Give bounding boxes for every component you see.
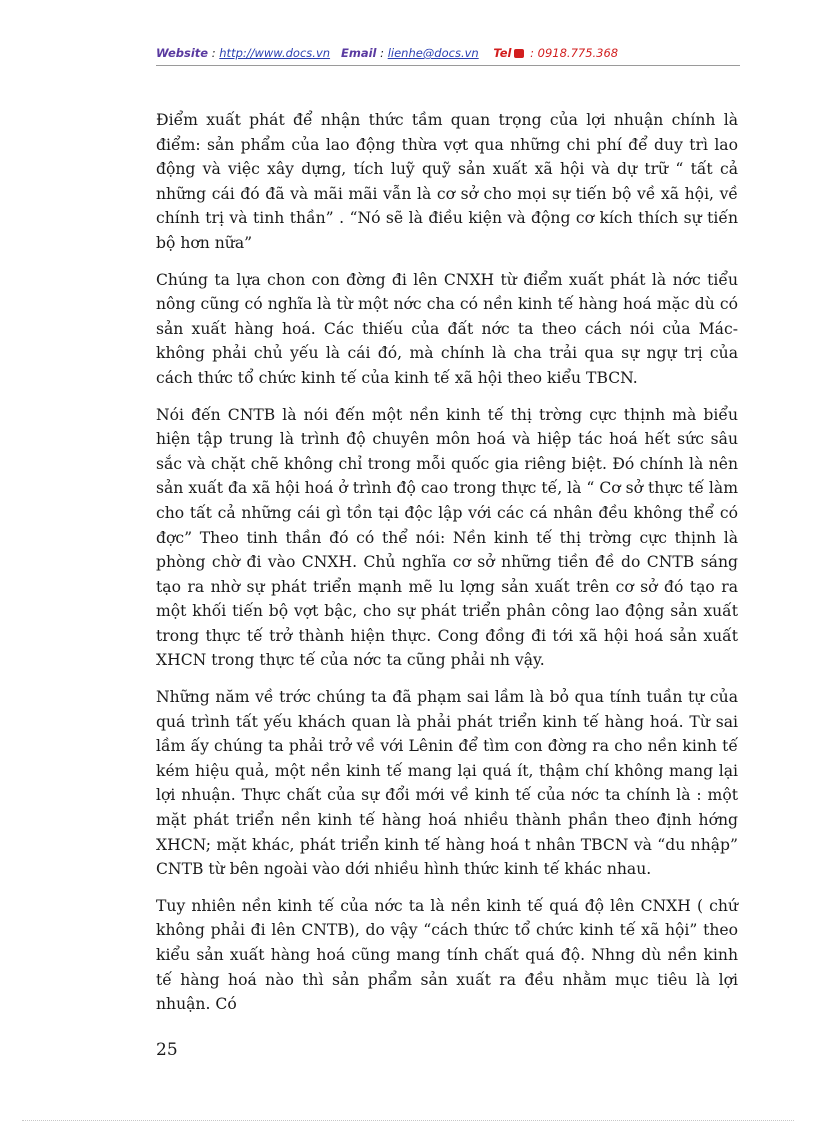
document-body bbox=[156, 108, 738, 1029]
paragraph-4: Những năm về trớc chúng ta đã phạm sai lầm là bỏ qua tính tuần tự của quá trình tất yếu khách quan là phải phát triển kinh tế hàng hoá. Từ sai lầm ấy chúng ta phải trở về với Lênin để tìm con đờng ra cho nền kinh tế kém hiệu quả, một nền kinh tế mang lại quá ít, thậm chí không mang lại lợi nhuận. Thực chất của sự đổi mới về kinh tế của nớc ta chính là : một mặt phát triển nền kinh tế hàng hoá nhiều thành phần theo định hớng XHCN; mặt khác, phát triển kinh tế hàng hoá t nhân TBCN và “du nhập” CNTB từ bên ngoài vào dới nhiều hình thức kinh tế khác nhau. bbox=[156, 688, 738, 879]
page-header bbox=[156, 46, 740, 66]
header-divider bbox=[156, 65, 740, 66]
paragraph-1: Điểm xuất phát để nhận thức tầm quan trọng của lợi nhuận chính là điểm: sản phẩm của lao động thừa vợt qua những chi phí để duy trì lao động và việc xây dựng, tích luỹ quỹ sản xuất xã hội và dự trữ “ tất cả những cái đó đã và mãi mãi vẫn là cơ sở cho mọi sự tiến bộ về xã hội, về chính trị và tinh thần” . “Nó sẽ là điều kiện và động cơ kích thích sự tiến bộ hơn nữa” bbox=[156, 111, 738, 252]
tel-value: 0918.775.368 bbox=[537, 46, 619, 60]
footer-divider bbox=[22, 1120, 794, 1121]
website-separator: : bbox=[208, 46, 220, 60]
email-label: Email bbox=[341, 46, 377, 60]
page-number: 25 bbox=[156, 1040, 178, 1060]
paragraph-2: Chúng ta lựa chon con đờng đi lên CNXH từ điểm xuất phát là nớc tiểu nông cũng có nghĩa là từ một nớc cha có nền kinh tế hàng hoá mặc dù có sản xuất hàng hoá. Các thiếu của đất nớc ta theo cách nói của Mác- không phải chủ yếu là cái đó, mà chính là cha trải qua sự ngự trị của cách thức tổ chức kinh tế của kinh tế xã hội theo kiểu TBCN. bbox=[156, 270, 738, 387]
paragraph-5: Tuy nhiên nền kinh tế của nớc ta là nền kinh tế quá độ lên CNXH ( chứ không phải đi lên CNTB), do vậy “cách thức tổ chức kinh tế xã hội” theo kiểu sản xuất hàng hoá cũng mang tính chất quá độ. Nhng dù nền kinh tế hàng hoá nào thì sản phẩm sản xuất ra đều nhằm mục tiêu là lợi nhuận. Có bbox=[156, 896, 738, 1014]
tel-label: Tel bbox=[493, 46, 512, 60]
email-separator: : bbox=[376, 46, 388, 60]
tel-separator: : bbox=[526, 46, 538, 60]
phone-icon bbox=[514, 49, 524, 58]
website-label: Website bbox=[156, 46, 209, 60]
email-link[interactable]: lienhe@docs.vn bbox=[387, 46, 479, 60]
website-link[interactable]: http://www.docs.vn bbox=[219, 46, 331, 60]
paragraph-3: Nói đến CNTB là nói đến một nền kinh tế thị trờng cực thịnh mà biểu hiện tập trung là trình độ chuyên môn hoá và hiệp tác hoá hết sức sâu sắc và chặt chẽ không chỉ trong mỗi quốc gia riêng biệt. Đó chính là nên sản xuất đa xã hội hoá ở trình độ cao trong thực tế, là “ Cơ sở thực tế làm cho tất cả những cái gì tồn tại độc lập với các cá nhân đều không thể có đợc” Theo tinh thần đó có thể nói: Nền kinh tế thị trờng cực thịnh là phòng chờ đi vào CNXH. Chủ nghĩa cơ sở những tiền đề do CNTB sáng tạo ra nhờ sự phát triển mạnh mẽ lu lợng sản xuất trên cơ sở đó tạo ra một khối tiến bộ vợt bậc, cho sự phát triển phân công lao động sản xuất trong thực tế trở thành hiện thực. Cong đồng đi tới xã hội hoá sản xuất XHCN trong thực tế của nớc ta cũng phải nh vậy. bbox=[156, 405, 738, 670]
